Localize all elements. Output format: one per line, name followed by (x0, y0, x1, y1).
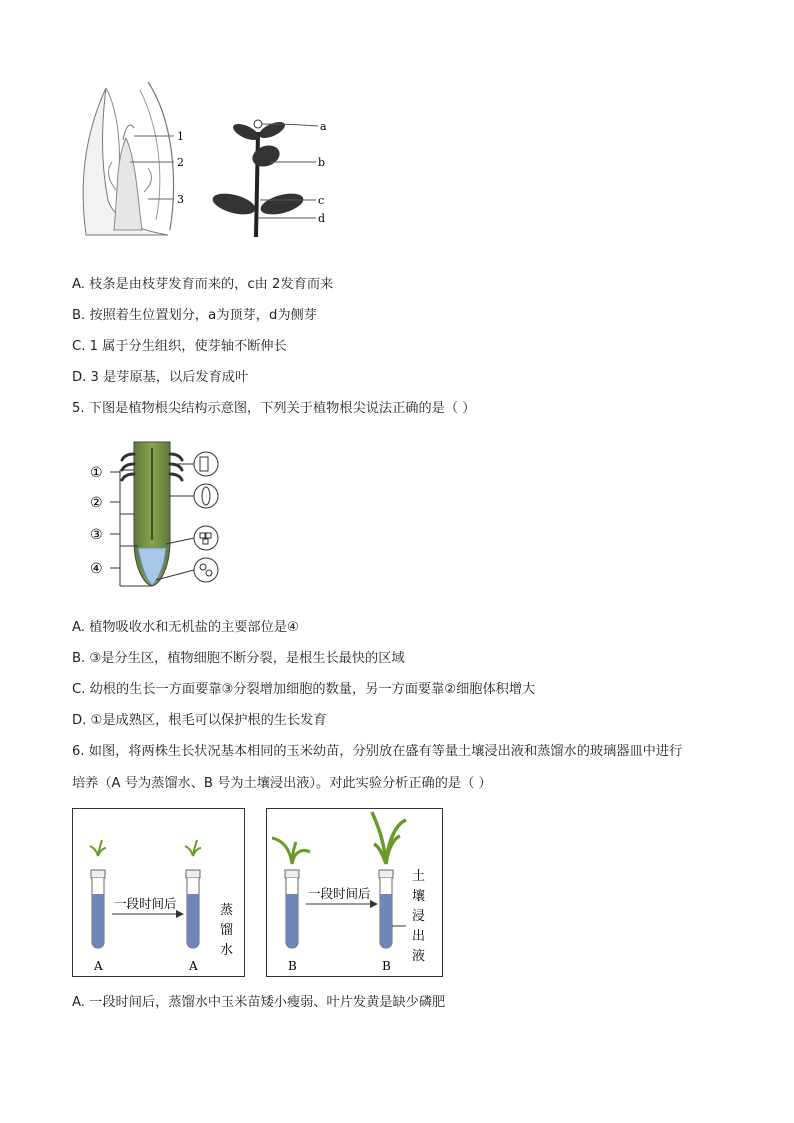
branch-label-a: a (320, 120, 327, 133)
q6-stem-line2: 培养（A 号为蒸馏水、B 号为土壤浸出液）。对此实验分析正确的是（ ） (72, 776, 492, 791)
panel-b-liquid-5: 液 (412, 949, 426, 964)
experiment-panel-b (266, 808, 444, 978)
panel-b-tube-right: B (382, 959, 391, 973)
panel-a-tube-left: A (94, 959, 103, 973)
panel-b-liquid-3: 浸 (412, 909, 426, 924)
root-label-2: ② (90, 495, 103, 511)
q4-option-c: C. 1 属于分生组织，使芽轴不断伸长 (72, 339, 287, 354)
bud-label-3: 3 (177, 193, 184, 206)
experiment-panel-a (72, 808, 246, 978)
panel-a-tube-right: A (189, 959, 198, 973)
q5-stem: 5. 下图是植物根尖结构示意图，下列关于植物根尖说法正确的是（ ） (72, 401, 476, 416)
q4-option-a: A. 枝条是由枝芽发育而来的，c由 2发育而来 (72, 277, 334, 292)
q5-option-c: C. 幼根的生长一方面要靠③分裂增加细胞的数量，另一方面要靠②细胞体积增大 (72, 682, 536, 697)
root-label-3: ③ (90, 527, 103, 543)
bud-section-figure (78, 80, 188, 240)
q6-stem-line1: 6. 如图，将两株生长状况基本相同的玉米幼苗，分别放在盛有等量土壤浸出液和蒸馏水的玻璃器皿中进行 (72, 744, 683, 759)
q5-option-b: B. ③是分生区，植物细胞不断分裂，是根生长最快的区域 (72, 651, 405, 666)
q6-option-a: A. 一段时间后，蒸馏水中玉米苗矮小瘦弱、叶片发黄是缺少磷肥 (72, 995, 446, 1010)
branch-label-b: b (318, 156, 326, 169)
root-label-1: ① (90, 465, 103, 481)
branch-figure (208, 112, 338, 242)
branch-label-c: c (318, 194, 325, 207)
q4-option-b: B. 按照着生位置划分，a为顶芽，d为侧芽 (72, 308, 317, 323)
root-tip-figure (86, 440, 226, 590)
panel-b-liquid-2: 壤 (412, 889, 426, 904)
panel-a-arrow-label: 一段时间后 (114, 896, 177, 911)
bud-label-1: 1 (177, 130, 184, 143)
panel-a-liquid-1: 蒸 (220, 903, 234, 918)
root-label-4: ④ (90, 561, 103, 577)
panel-b-liquid-1: 土 (412, 869, 426, 884)
panel-a-liquid-2: 馏 (220, 923, 234, 938)
panel-a-liquid-3: 水 (220, 943, 234, 958)
bud-label-2: 2 (177, 156, 184, 169)
q5-option-d: D. ①是成熟区，根毛可以保护根的生长发育 (72, 713, 327, 728)
q4-option-d: D. 3 是芽原基，以后发育成叶 (72, 370, 249, 385)
branch-label-d: d (318, 212, 326, 225)
panel-b-tube-left: B (288, 959, 297, 973)
q5-option-a: A. 植物吸收水和无机盐的主要部位是④ (72, 620, 299, 635)
panel-b-arrow-label: 一段时间后 (308, 886, 371, 901)
panel-b-liquid-4: 出 (412, 929, 426, 944)
